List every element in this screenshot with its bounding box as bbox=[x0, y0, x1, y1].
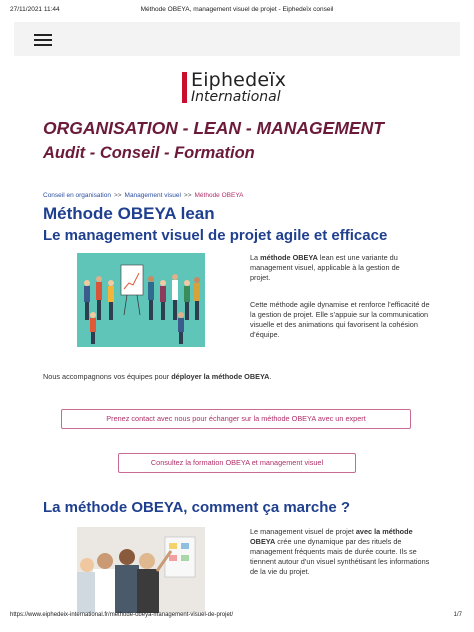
breadcrumb bbox=[43, 192, 244, 199]
hamburger-menu-icon[interactable] bbox=[34, 34, 52, 46]
page-subtitle: Le management visuel de projet agile et efficace bbox=[43, 227, 388, 244]
print-datetime: 27/11/2021 11:44 bbox=[10, 6, 60, 13]
intro-paragraph: La méthode OBEYA lean est une variante du management visuel, applicable à la gestion de projet. bbox=[250, 253, 400, 282]
benefits-paragraph: Cette méthode agile dynamise et renforce l’efficacité de la gestion de projet. Elle s’appuie sur la communication visuelle et des animations qui favorisent la cohésion d’équipe. bbox=[250, 300, 430, 339]
print-url: https://www.eiphedeix-international.fr/methode-obeya-management-visuel-de-projet/ bbox=[10, 612, 234, 618]
team-meeting-photo-art bbox=[77, 527, 205, 613]
print-page-number: 1/7 bbox=[453, 612, 462, 618]
accompany-bold: déployer la méthode OBEYA bbox=[171, 372, 270, 381]
logo-accent-bar bbox=[182, 72, 187, 103]
team-illustration bbox=[77, 253, 205, 347]
print-header bbox=[0, 6, 474, 18]
team-illustration-image bbox=[77, 253, 205, 347]
tagline-services: ORGANISATION - LEAN - MANAGEMENT bbox=[43, 118, 384, 138]
breadcrumb-item-management-visuel[interactable]: Management visuel bbox=[124, 192, 181, 199]
page-title: Méthode OBEYA lean bbox=[43, 204, 215, 223]
formation-button[interactable]: Consultez la formation OBEYA et management visuel bbox=[118, 453, 356, 473]
tagline-offer: Audit - Conseil - Formation bbox=[43, 144, 255, 162]
accompany-paragraph: Nous accompagnons vos équipes pour déployer la méthode OBEYA. bbox=[43, 372, 272, 381]
contact-expert-button[interactable]: Prenez contact avec nous pour échanger sur la méthode OBEYA avec un expert bbox=[61, 409, 411, 429]
section2-bold: avec la méthode OBEYA bbox=[250, 527, 413, 546]
section-title-how-it-works: La méthode OBEYA, comment ça marche ? bbox=[43, 499, 351, 516]
print-page-title: Méthode OBEYA, management visuel de projet - Eiphedeïx conseil bbox=[140, 6, 334, 13]
top-navigation-bar bbox=[14, 22, 460, 56]
breadcrumb-item-current: Méthode OBEYA bbox=[194, 192, 244, 199]
logo-name: Eiphedeïx bbox=[191, 69, 287, 91]
section2-paragraph: Le management visuel de projet avec la méthode OBEYA crée une dynamique par des rituels de management fréquents mais de durée courte. Ils se tiennent autour d’un visuel synthétisant les informations de la vie du projet. bbox=[250, 527, 430, 576]
company-logo[interactable] bbox=[182, 68, 292, 108]
logo-subtitle: International bbox=[191, 89, 281, 105]
print-footer bbox=[0, 612, 474, 624]
breadcrumb-item-organisation[interactable]: Conseil en organisation bbox=[43, 192, 111, 199]
breadcrumb-separator: >> bbox=[183, 192, 192, 199]
team-meeting-photo bbox=[77, 527, 205, 613]
breadcrumb-separator: >> bbox=[113, 192, 122, 199]
intro-bold-obeya: méthode OBEYA bbox=[260, 253, 318, 262]
